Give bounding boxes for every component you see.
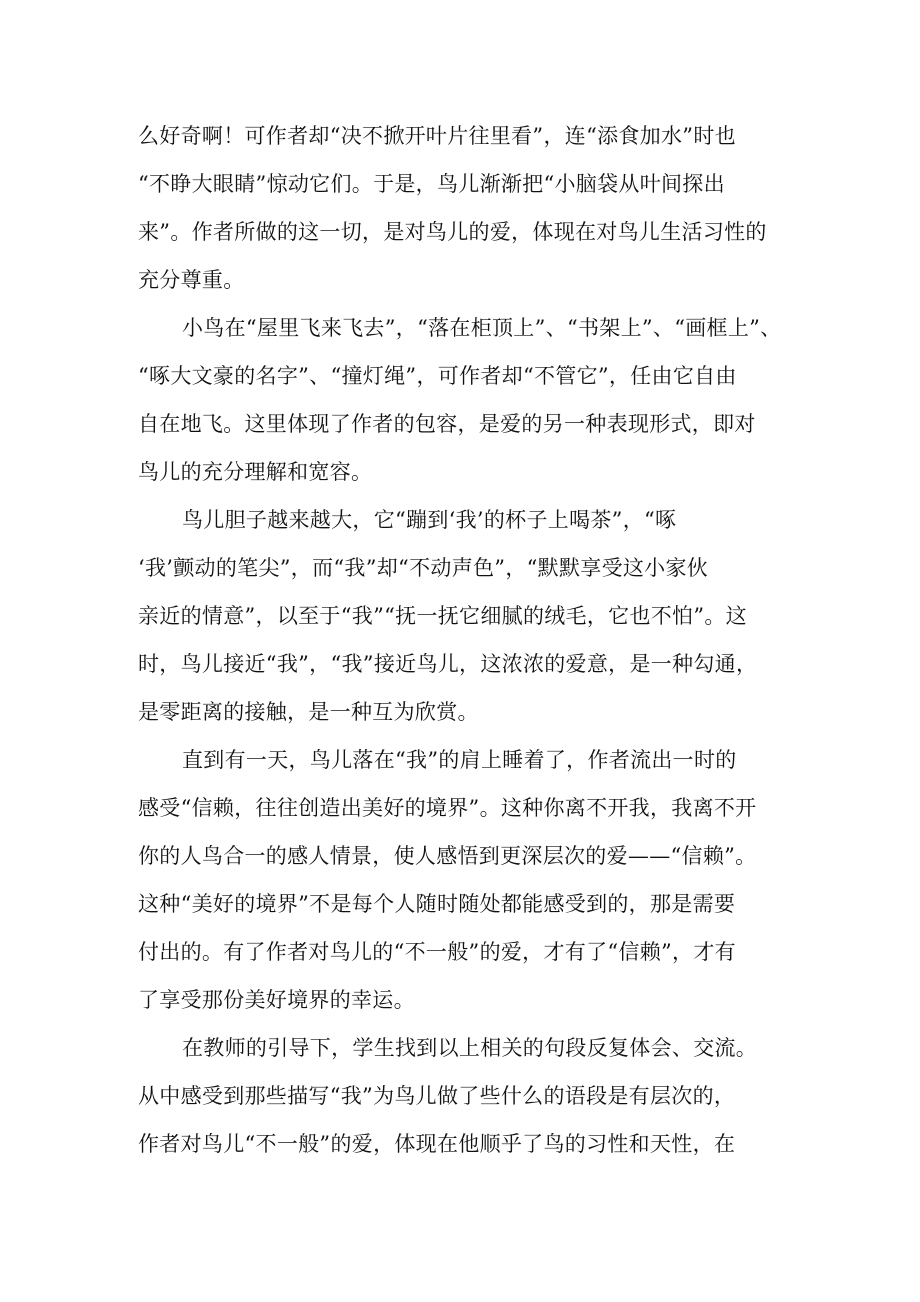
- text-line: 来”。作者所做的这一切，是对鸟儿的爱，体现在对鸟儿生活习性的: [138, 220, 767, 244]
- text-line: 直到有一天，鸟儿落在“我”的肩上睡着了，作者流出一时的: [182, 748, 737, 772]
- text-line: 自在地飞。这里体现了作者的包容，是爱的另一种表现形式，即对: [138, 412, 756, 436]
- text-line: 作者对鸟儿“不一般”的爱，体现在他顺乎了鸟的习性和天性，在: [138, 1132, 736, 1156]
- text-line: 付出的。有了作者对鸟儿的“不一般”的爱，才有了“信赖”，才有: [138, 940, 736, 964]
- text-line: ‘我’颤动的笔尖”，而“我”却“不动声色”，“默默享受这小家伙: [138, 556, 709, 580]
- text-line: 这种“美好的境界”不是每个人随时随处都能感受到的，那是需要: [138, 892, 736, 916]
- text-line: 么好奇啊！可作者却“决不掀开叶片往里看”，连“添食加水”时也: [138, 124, 736, 148]
- text-line: 小鸟在“屋里飞来飞去”，“落在柜顶上”、“书架上”、“画框上”、: [182, 316, 782, 340]
- text-line: 充分尊重。: [138, 268, 245, 292]
- text-line: 从中感受到那些描写“我”为鸟儿做了些什么的语段是有层次的，: [138, 1084, 736, 1108]
- text-line: 是零距离的接触，是一种互为欣赏。: [138, 700, 479, 724]
- text-line: 感受“信赖，往往创造出美好的境界”。这种你离不开我，我离不开: [138, 796, 757, 820]
- text-line: 亲近的情意”，以至于“我”“抚一抚它细腻的绒毛，它也不怕”。这: [138, 604, 747, 628]
- text-line: 在教师的引导下，学生找到以上相关的句段反复体会、交流。: [182, 1036, 758, 1060]
- text-line: 你的人鸟合一的感人情景，使人感悟到更深层次的爱——“信赖”。: [138, 844, 757, 868]
- text-line: 鸟儿的充分理解和宽容。: [138, 460, 373, 484]
- text-line: 时，鸟儿接近“我”，“我”接近鸟儿，这浓浓的爱意，是一种勾通，: [138, 652, 758, 676]
- text-line: “不睁大眼睛”惊动它们。于是，鸟儿渐渐把“小脑袋从叶间探出: [138, 172, 725, 196]
- text-line: 鸟儿胆子越来越大，它“蹦到‘我’的杯子上喝茶”，“啄: [182, 508, 677, 532]
- text-line: “啄大文豪的名字”、“撞灯绳”，可作者却“不管它”，任由它自由: [138, 364, 737, 388]
- text-line: 了享受那份美好境界的幸运。: [138, 988, 415, 1012]
